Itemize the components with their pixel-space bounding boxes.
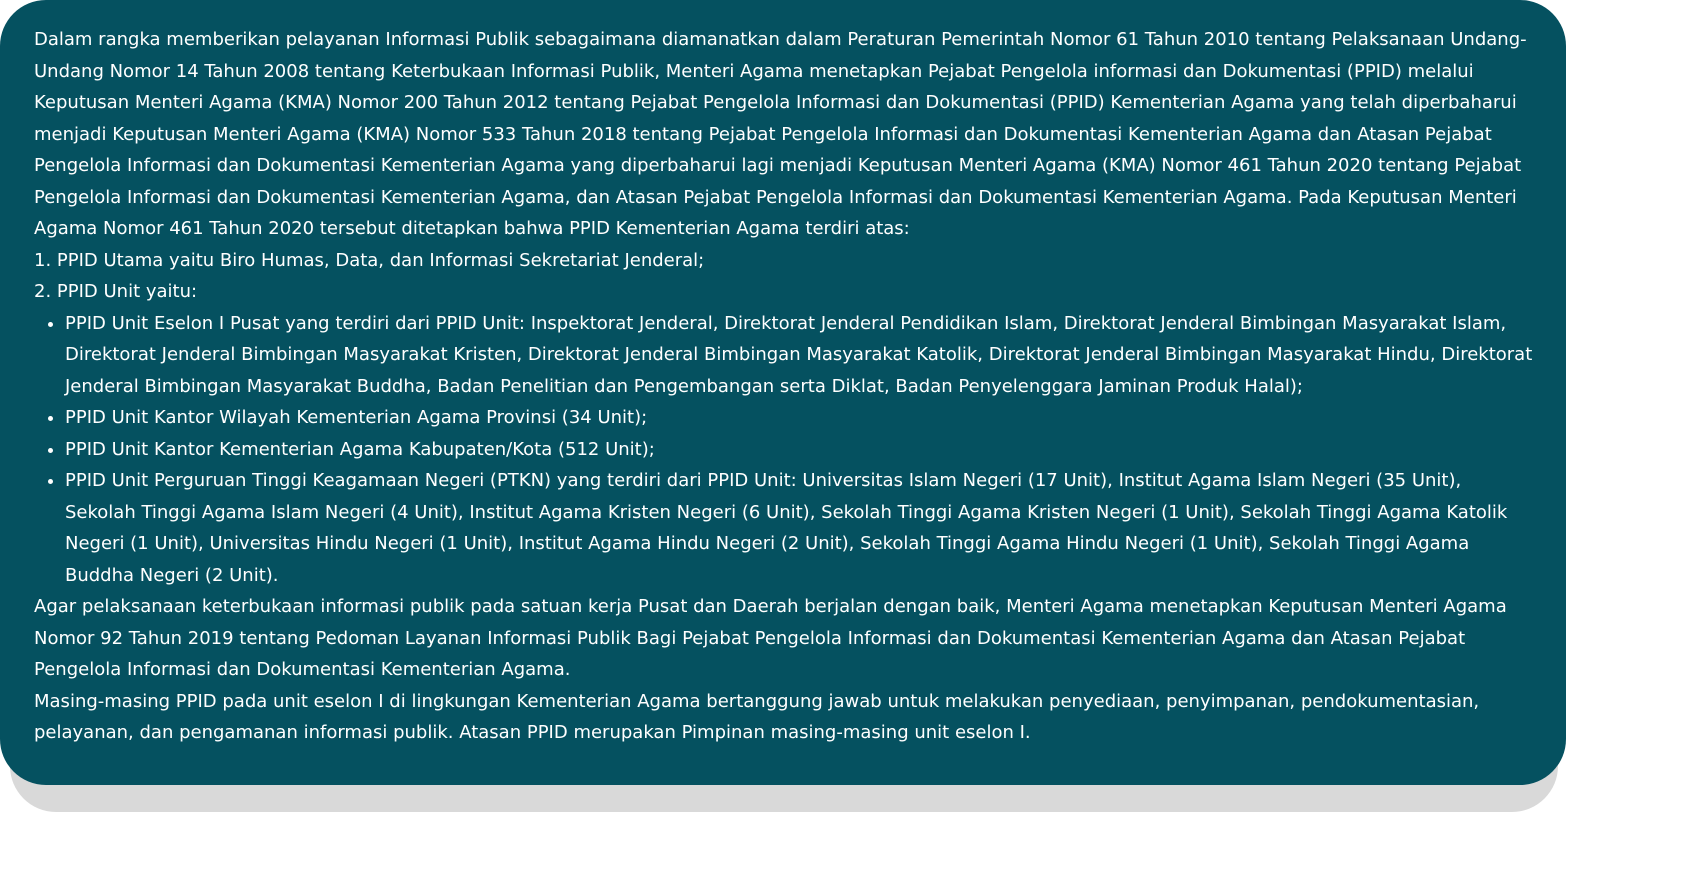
list-item-ptkn: • PPID Unit Perguruan Tinggi Keagamaan Negeri (PTKN) yang terdiri dari PPID Unit: Universitas Islam Negeri (17 Unit), Institut Agama Islam Negeri (35 Unit), Sekolah Tinggi Agama Islam Negeri (4 Unit), Institut Agama Kristen Negeri (6 Unit), Sekolah Tinggi Agama Kristen Negeri (1 Unit), Sekolah Tinggi Agama Katolik Negeri (1 Unit), Universitas Hindu Negeri (1 Unit), Institut Agama Hindu Negeri (2 Unit), Sekolah Tinggi Agama Hindu Negeri (1 Unit), Sekolah Tinggi Agama Buddha Negeri (2 Unit). bbox=[65, 465, 1536, 591]
closing-paragraph-1: Agar pelaksanaan keterbukaan informasi publik pada satuan kerja Pusat dan Daerah berjalan dengan baik, Menteri Agama menetapkan Keputusan Menteri Agama Nomor 92 Tahun 2019 tentang Pedoman Layanan Informasi Publik Bagi Pejabat Pengelola Informasi dan Dokumentasi Kementerian Agama dan Atasan Pejabat Pengelola Informasi dan Dokumentasi Kementerian Agama. bbox=[34, 596, 1507, 680]
numbered-item-2: 2. PPID Unit yaitu: bbox=[34, 281, 198, 302]
closing-paragraph-2: Masing-masing PPID pada unit eselon I di lingkungan Kementerian Agama bertanggung jawab untuk melakukan penyediaan, penyimpanan, pendokumentasian, pelayanan, dan pengamanan informasi publik. Atasan PPID merupakan Pimpinan masing-masing unit eselon I. bbox=[34, 690, 1480, 743]
list-item-kankemenag: • PPID Unit Kantor Kementerian Agama Kabupaten/Kota (512 Unit); bbox=[65, 434, 1536, 466]
intro-paragraph: Dalam rangka memberikan pelayanan Informasi Publik sebagaimana diamanatkan dalam Peraturan Pemerintah Nomor 61 Tahun 2010 tentang Pelaksanaan Undang-Undang Nomor 14 Tahun 2008 tentang Keterbukaan Informasi Publik, Menteri Agama menetapkan Pejabat Pengelola informasi dan Dokumentasi (PPID) melalui Keputusan Menteri Agama (KMA) Nomor 200 Tahun 2012 tentang Pejabat Pengelola Informasi dan Dokumentasi (PPID) Kementerian Agama yang telah diperbaharui menjadi Keputusan Menteri Agama (KMA) Nomor 533 Tahun 2018 tentang Pejabat Pengelola Informasi dan Dokumentasi Kementerian Agama dan Atasan Pejabat Pengelola Informasi dan Dokumentasi Kementerian Agama yang diperbaharui lagi menjadi Keputusan Menteri Agama (KMA) Nomor 461 Tahun 2020 tentang Pejabat Pengelola Informasi dan Dokumentasi Kementerian Agama, dan Atasan Pejabat Pengelola Informasi dan Dokumentasi Kementerian Agama. Pada Keputusan Menteri Agama Nomor 461 Tahun 2020 tersebut ditetapkan bahwa PPID Kementerian Agama terdiri atas: bbox=[34, 29, 1527, 239]
ppid-unit-list bbox=[34, 308, 1536, 592]
numbered-item-1: 1. PPID Utama yaitu Biro Humas, Data, dan Informasi Sekretariat Jenderal; bbox=[34, 249, 705, 271]
list-item-eselon-pusat: • PPID Unit Eselon I Pusat yang terdiri dari PPID Unit: Inspektorat Jenderal, Direktorat Jenderal Pendidikan Islam, Direktorat Jenderal Bimbingan Masyarakat Islam, Direktorat Jenderal Bimbingan Masyarakat Kristen, Direktorat Jenderal Bimbingan Masyarakat Katolik, Direktorat Jenderal Bimbingan Masyarakat Hindu, Direktorat Jenderal Bimbingan Masyarakat Buddha, Badan Penelitian dan Pengembangan serta Diklat, Badan Penyelenggara Jaminan Produk Halal); bbox=[65, 308, 1536, 403]
list-item-kanwil: • PPID Unit Kantor Wilayah Kementerian Agama Provinsi (34 Unit); bbox=[65, 402, 1536, 434]
